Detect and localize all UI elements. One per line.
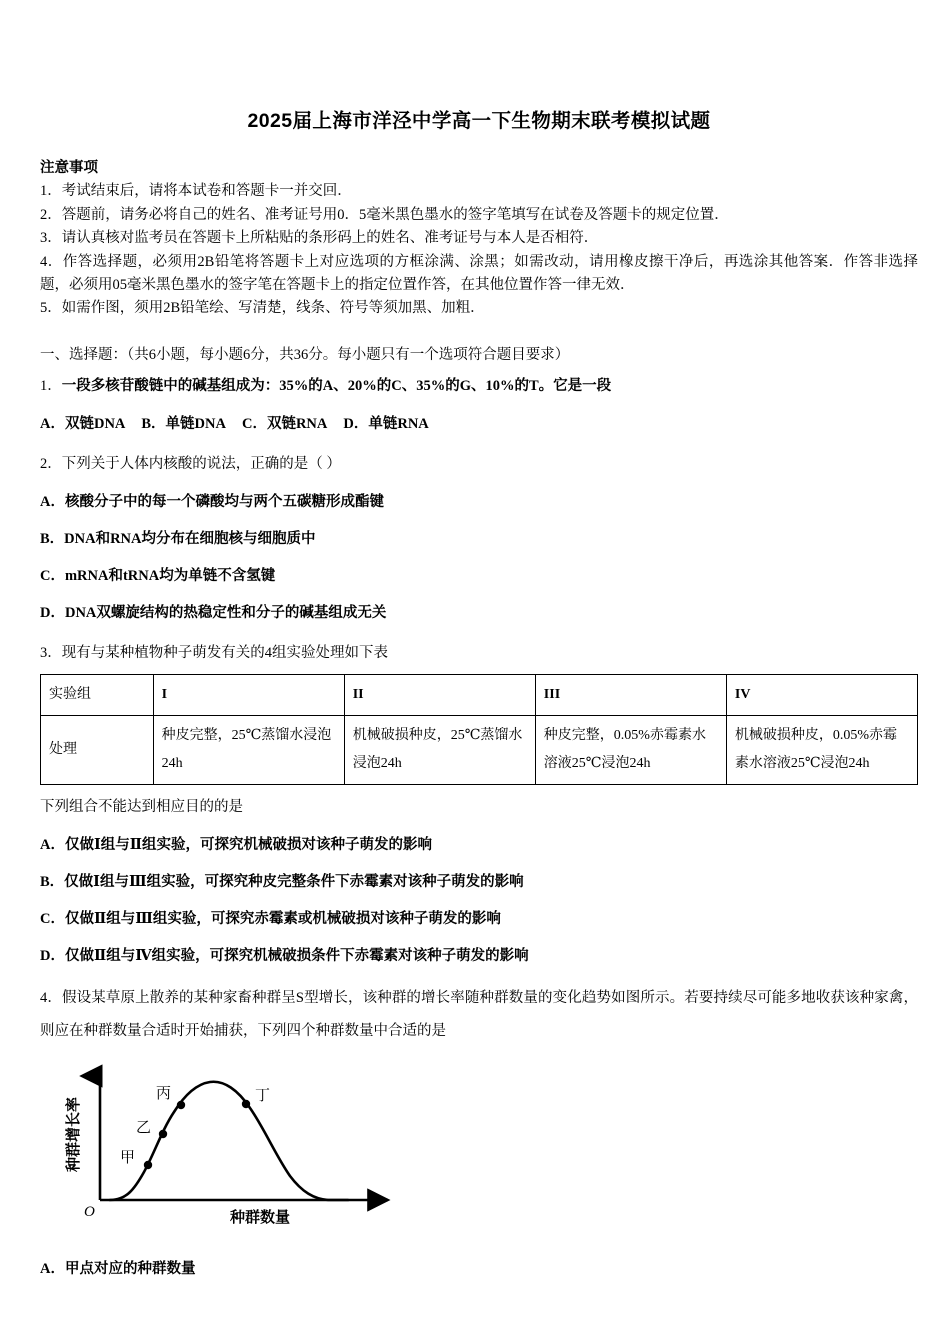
y-axis-label: 种群增长率 — [66, 1096, 82, 1172]
growth-rate-chart-svg — [48, 1062, 438, 1232]
question-3-lead-in: 下列组合不能达到相应目的的是 — [40, 799, 243, 816]
population-growth-rate-figure — [48, 1062, 438, 1232]
question-4-stem — [40, 982, 918, 1047]
table-cell-group-4: IV — [726, 675, 917, 716]
table-cell-treatment-2: 机械破损种皮，25℃蒸馏水浸泡24h — [344, 716, 535, 785]
question-4-number: 4． — [40, 990, 62, 1007]
question-1-option-a[interactable]: A．双链DNA — [40, 415, 126, 432]
data-point-bing — [177, 1101, 185, 1109]
question-4-text: 假设某草原上散养的某种家畜种群呈S型增长，该种群的增长率随种群数量的变化趋势如图所示。若要持续尽可能多地收获该种家禽，则应在种群数量合适时开始捕获，下列四个种群数量中合适的是 — [40, 990, 919, 1040]
question-2-option-b[interactable]: B．DNA和RNA均分布在细胞核与细胞质中 — [40, 530, 316, 547]
table-cell-group-3: III — [535, 675, 726, 716]
notice-heading: 注意事项 — [40, 160, 98, 177]
question-3-option-d[interactable]: D．仅做Ⅱ组与Ⅳ组实验，可探究机械破损条件下赤霉素对该种子萌发的影响 — [40, 948, 529, 965]
question-1-number: 1． — [40, 377, 62, 394]
question-2-number: 2． — [40, 455, 62, 472]
data-point-ding — [242, 1100, 250, 1108]
question-3-option-c[interactable]: C．仅做Ⅱ组与Ⅲ组实验，可探究赤霉素或机械破损对该种子萌发的影响 — [40, 911, 501, 928]
table-row-groups — [41, 675, 918, 716]
notice-item-2: 2．答题前，请务必将自己的姓名、准考证号用0．5毫米黑色墨水的签字笔填写在试卷及答题卡的规定位置． — [40, 206, 729, 223]
question-1-options — [40, 413, 918, 436]
question-1-option-b[interactable]: B．单链DNA — [141, 415, 226, 432]
question-1-stem — [40, 374, 918, 399]
label-ding: 丁 — [255, 1087, 271, 1104]
question-3-text: 现有与某种植物种子萌发有关的4组实验处理如下表 — [61, 645, 388, 662]
label-jia: 甲 — [120, 1149, 136, 1166]
question-1-option-d[interactable]: D．单链RNA — [343, 415, 429, 432]
question-3-option-a[interactable]: A．仅做Ⅰ组与Ⅱ组实验，可探究机械破损对该种子萌发的影响 — [40, 836, 432, 853]
question-3-stem — [40, 641, 918, 666]
origin-label: O — [84, 1203, 95, 1220]
table-row-treatments — [41, 716, 918, 785]
table-cell-treatment-3: 种皮完整，0.05%赤霉素水溶液25℃浸泡24h — [535, 716, 726, 785]
question-4-option-a[interactable]: A．甲点对应的种群数量 — [40, 1260, 196, 1277]
notice-item-5: 5．如需作图，须用2B铅笔绘、写清楚，线条、符号等须加黑、加粗． — [40, 300, 485, 317]
page-title: 2025届上海市洋泾中学高一下生物期末联考模拟试题 — [247, 110, 711, 132]
notice-item-3: 3．请认真核对监考员在答题卡上所粘贴的条形码上的姓名、准考证号与本人是否相符． — [40, 230, 599, 247]
label-yi: 乙 — [136, 1119, 152, 1136]
question-3-option-b[interactable]: B．仅做Ⅰ组与Ⅲ组实验，可探究种皮完整条件下赤霉素对该种子萌发的影响 — [40, 873, 524, 890]
question-2-option-c[interactable]: C．mRNA和tRNA均为单链不含氢键 — [40, 568, 276, 585]
data-point-jia — [144, 1161, 152, 1169]
notice-item-4: 4．作答选择题，必须用2B铅笔将答题卡上对应选项的方框涂满、涂黑；如需改动，请用橡皮擦干净后，再选涂其他答案．作答非选择题，必须用05毫米黑色墨水的签字笔在答题卡上的指定位置作答，在其他位置作答一律无效． — [40, 253, 918, 293]
label-bing: 丙 — [156, 1085, 172, 1102]
data-point-yi — [159, 1130, 167, 1138]
section-heading-multiple-choice: 一、选择题：（共6小题，每小题6分，共36分。每小题只有一个选项符合题目要求） — [40, 346, 570, 363]
question-1-text: 一段多核苷酸链中的碱基组成为：35%的A、20%的C、35%的G、10%的T。它是一段 — [61, 377, 612, 394]
x-axis-label: 种群数量 — [230, 1209, 291, 1226]
question-2-option-d[interactable]: D．DNA双螺旋结构的热稳定性和分子的碱基组成无关 — [40, 605, 387, 622]
question-1-option-c[interactable]: C．双链RNA — [241, 415, 328, 432]
table-cell-group-1: I — [153, 675, 344, 716]
table-cell-treatment-4: 机械破损种皮，0.05%赤霉素水溶液25℃浸泡24h — [726, 716, 917, 785]
table-cell-treatment-1: 种皮完整，25℃蒸馏水浸泡24h — [153, 716, 344, 785]
table-cell-group-2: II — [344, 675, 535, 716]
question-3-number: 3． — [40, 645, 62, 662]
question-2-stem — [40, 452, 918, 477]
experiment-table — [40, 674, 918, 785]
table-header-treatment: 处理 — [41, 716, 154, 785]
page-content — [40, 0, 918, 1281]
question-2-option-a[interactable]: A．核酸分子中的每一个磷酸均与两个五碳糖形成酯键 — [40, 493, 384, 510]
notice-item-1: 1．考试结束后，请将本试卷和答题卡一并交回． — [40, 183, 352, 200]
table-header-experiment-group: 实验组 — [41, 675, 154, 716]
growth-rate-curve — [110, 1081, 348, 1199]
question-2-text: 下列关于人体内核酸的说法，正确的是（ ） — [61, 455, 341, 472]
